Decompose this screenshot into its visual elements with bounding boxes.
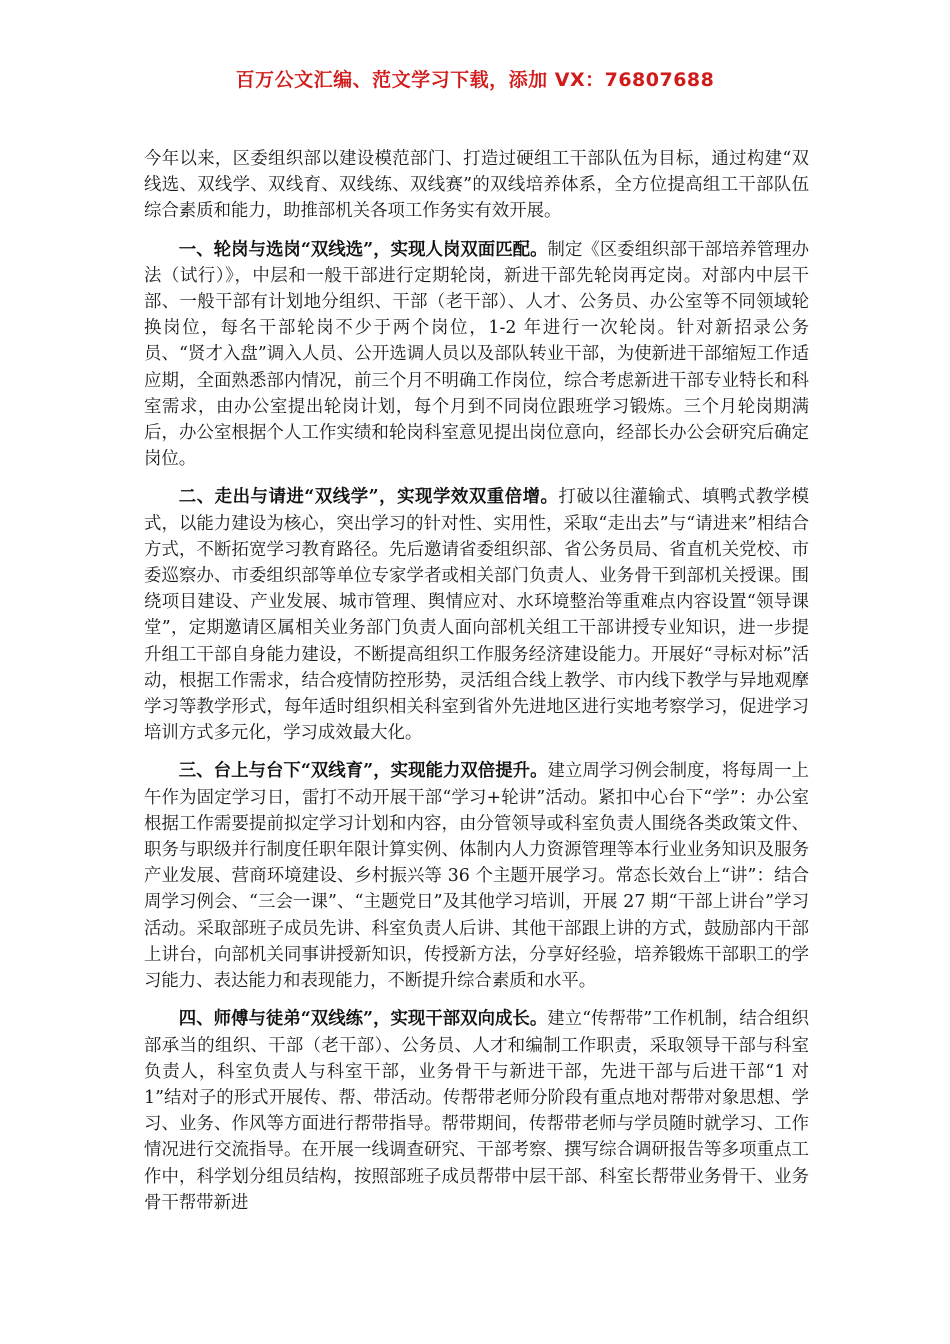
- section-heading: 三、台上与台下“双线育”，实现能力双倍提升。: [178, 761, 548, 782]
- section-body: 打破以往灌输式、填鸭式教学模式，以能力建设为核心，突出学习的针对性、实用性，采取“走出去”与“请进来”相结合方式，不断拓宽学习教育路径。先后邀请省委组织部、省公务员局、省直机关党校、市委巡察办、市委组织部等单位专家学者或相关部门负责人、业务骨干到部机关授课。围绕项目建设、产业发展、城市管理、舆情应对、水环境整治等重难点内容设置“领导课堂”，定期邀请区属相关业务部门负责人面向部机关组工干部讲授专业知识，进一步提升组工干部自身能力建设，不断提高组织工作服务经济建设能力。开展好“寻标对标”活动，根据工作需求，结合疫情防控形势，灵活组合线上教学、市内线下教学与异地观摩学习等教学形式，每年适时组织相关科室到省外先进地区进行实地考察学习，促进学习培训方式多元化，学习成效最大化。: [144, 487, 809, 744]
- section-body: 建立周学习例会制度，将每周一上午作为固定学习日，雷打不动开展干部“学习+轮讲”活动。紧扣中心台下“学”：办公室根据工作需要提前拟定学习计划和内容，由分管领导或科室负责人围绕各类政策文件、职务与职级并行制度任职年限计算实例、体制内人力资源管理等本行业业务知识及服务产业发展、营商环境建设、乡村振兴等 36 个主题开展学习。常态长效台上“讲”：结合周学习例会、“三会一课”、“主题党日”及其他学习培训，开展 27 期“干部上讲台”学习活动。采取部班子成员先讲、科室负责人后讲、其他干部跟上讲的方式，鼓励部内干部上讲台，向部机关同事讲授新知识，传授新方法，分享好经验，培养锻炼干部职工的学习能力、表达能力和表现能力，不断提升综合素质和水平。: [144, 761, 809, 992]
- section-paragraph: [144, 758, 809, 994]
- section-heading: 一、轮岗与选岗“双线选”，实现人岗双面匹配。: [178, 239, 548, 260]
- section-body: 制定《区委组织部干部培养管理办法（试行）》，中层和一般干部进行定期轮岗，新进干部先轮岗再定岗。对部内中层干部、一般干部有计划地分组织、干部（老干部）、人才、公务员、办公室等不同领域轮换岗位，每名干部轮岗不少于两个岗位，1-2 年进行一次轮岗。针对新招录公务员、“贤才入盘”调入人员、公开选调人员以及部队转业干部，为使新进干部缩短工作适应期，全面熟悉部内情况，前三个月不明确工作岗位，综合考虑新进干部专业特长和科室需求，由办公室提出轮岗计划，每个月到不同岗位跟班学习锻炼。三个月轮岗期满后，办公室根据个人工作实绩和轮岗科室意见提出岗位意向，经部长办公会研究后确定岗位。: [144, 239, 809, 470]
- section-paragraph: [144, 484, 809, 746]
- section-body: 建立“传帮带”工作机制，结合组织部承当的组织、干部（老干部）、公务员、人才和编制工作职责，采取领导干部与科室负责人，科室负责人与科室干部，业务骨干与新进干部，先进干部与后进干部“1 对 1”结对子的形式开展传、帮、带活动。传帮带老师分阶段有重点地对帮带对象思想、学习、业务、作风等方面进行帮带指导。帮带期间，传帮带老师与学员随时就学习、工作情况进行交流指导。在开展一线调查研究、干部考察、撰写综合调研报告等多项重点工作中，科学划分组员结构，按照部班子成员帮带中层干部、科室长帮带业务骨干、业务骨干帮带新进: [144, 1009, 809, 1213]
- header-banner: 百万公文汇编、范文学习下载，添加 VX：76807688: [235, 69, 715, 91]
- section-paragraph: [144, 237, 809, 473]
- intro-paragraph: 今年以来，区委组织部以建设模范部门、打造过硬组工干部队伍为目标，通过构建“双线选、双线学、双线育、双线练、双线赛”的双线培养体系，全方位提高组工干部队伍综合素质和能力，助推部机关各项工作务实有效开展。: [144, 149, 809, 222]
- document-body: [144, 146, 809, 1228]
- section-heading: 四、师傅与徒弟“双线练”，实现干部双向成长。: [178, 1009, 548, 1030]
- section-heading: 二、走出与请进“双线学”，实现学效双重倍增。: [178, 487, 559, 508]
- section-paragraph: [144, 1006, 809, 1216]
